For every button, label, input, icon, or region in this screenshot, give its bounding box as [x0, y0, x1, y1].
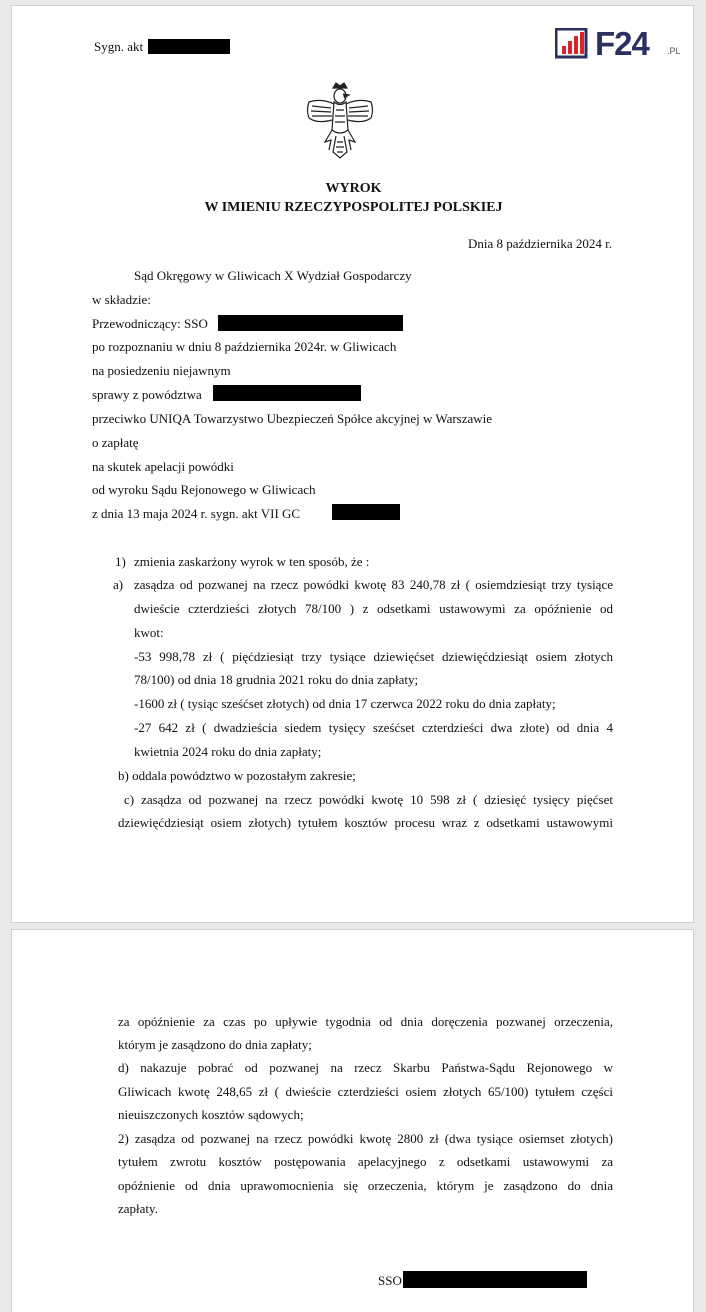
point-d-line-2: Gliwicach kwotę 248,65 zł ( dwieście czterdzieści osiem złotych 65/100) tytułem części — [118, 1084, 613, 1099]
composition-label: w składzie: — [92, 292, 151, 307]
judgment-date: Dnia 8 października 2024 r. — [467, 236, 612, 251]
redacted-signature-name — [403, 1271, 587, 1288]
signature-label: SSO — [378, 1273, 402, 1288]
case-number-label: Sygn. akt — [94, 39, 144, 54]
logo-suffix: .PL — [667, 46, 681, 56]
judgment-title: WYROK — [325, 181, 382, 196]
point-2-line-4: zapłaty. — [118, 1201, 158, 1216]
point-b: b) oddala powództwo w pozostałym zakresie; — [118, 768, 356, 783]
point-a-letter: a) — [113, 577, 124, 592]
amount-3-line-1: -27 642 zł ( dwadzieścia siedem tysięcy sześćset czterdzieści dwa złote) od dnia 4 — [134, 720, 613, 735]
point-2-line-2: tytułem zwrotu kosztów postępowania apelacyjnego z odsetkami ustawowymi za — [118, 1154, 613, 1169]
presiding-judge-label: Przewodniczący: SSO — [92, 316, 208, 331]
point-a-line-3: kwot: — [134, 625, 164, 640]
f24-logo[interactable] — [555, 26, 685, 64]
amount-3-line-2: kwietnia 2024 roku do dnia zapłaty; — [134, 744, 322, 759]
bar-chart-logo-icon — [555, 28, 591, 60]
point-2-line-1: 2) zasądza od pozwanej na rzecz powódki kwotę 2800 zł (dwa tysiące osiemset złotych) — [118, 1131, 613, 1146]
court-name: Sąd Okręgowy w Gliwicach X Wydział Gospodarczy — [134, 268, 412, 283]
judgment-subtitle: W IMIENIU RZECZYPOSPOLITEJ POLSKIEJ — [204, 200, 503, 215]
amount-1-line-1: -53 998,78 zł ( pięćdziesiąt trzy tysiące dziewięćset dziewięćdziesiąt osiem złotych — [134, 649, 613, 664]
plaintiff-label: sprawy z powództwa — [92, 387, 202, 402]
redacted-case-number — [148, 39, 230, 54]
case-subject: o zapłatę — [92, 435, 139, 450]
amount-2: -1600 zł ( tysiąc sześćset złotych) od dnia 17 czerwca 2022 roku do dnia zapłaty; — [134, 696, 556, 711]
point-1-number: 1) — [115, 554, 126, 569]
point-1-text: zmienia zaskarżony wyrok w ten sposób, że : — [134, 554, 370, 569]
appeal-info: na skutek apelacji powódki — [92, 459, 234, 474]
point-d-line-1: d) nakazuje pobrać od pozwanej na rzecz Skarbu Państwa-Sądu Rejonowego w — [118, 1060, 613, 1075]
document-page-1 — [11, 5, 694, 923]
lower-court-date: z dnia 13 maja 2024 r. sygn. akt VII GC — [92, 506, 301, 521]
point-c-line-1: c) zasądza od pozwanej na rzecz powódki kwotę 10 598 zł ( dziesięć tysięcy pięćset — [124, 792, 613, 807]
point-a-line-2: dwieście czterdzieści złotych 78/100 ) z odsetkami ustawowymi za opóźnienie od — [134, 601, 613, 616]
point-c-line-2: dziewięćdziesiąt osiem złotych) tytułem kosztów procesu wraz z odsetkami ustawowymi — [118, 815, 613, 830]
hearing-info: po rozpoznaniu w dniu 8 października 2024r. w Gliwicach — [92, 339, 397, 354]
defendant: przeciwko UNIQA Towarzystwo Ubezpieczeń Spółce akcyjnej w Warszawie — [92, 411, 493, 426]
amount-1-line-2: 78/100) od dnia 18 grudnia 2021 roku do dnia zapłaty; — [134, 672, 419, 687]
point-a-line-1: zasądza od pozwanej na rzecz powódki kwotę 83 240,78 zł ( osiemdziesiąt trzy tysiące — [134, 577, 613, 592]
document-page-2 — [11, 929, 694, 1312]
polish-eagle-emblem-icon — [303, 80, 377, 160]
point-c-line-4: którym je zasądzono do dnia zapłaty; — [118, 1037, 312, 1052]
redacted-judge-name — [218, 315, 403, 331]
point-2-line-3: opóźnienie od dnia uprawomocnienia się orzeczenia, którym je zasądzono do dnia — [118, 1178, 613, 1193]
redacted-plaintiff — [213, 385, 361, 401]
lower-court-judgment: od wyroku Sądu Rejonowego w Gliwicach — [92, 482, 316, 497]
logo-text: F24 — [595, 25, 649, 62]
point-d-line-3: nieuiszczonych kosztów sądowych; — [118, 1107, 304, 1122]
point-c-line-3: za opóźnienie za czas po upływie tygodnia od dnia doręczenia pozwanej orzeczenia, — [118, 1014, 613, 1029]
redacted-lower-case-number — [332, 504, 400, 520]
session-type: na posiedzeniu niejawnym — [92, 363, 231, 378]
